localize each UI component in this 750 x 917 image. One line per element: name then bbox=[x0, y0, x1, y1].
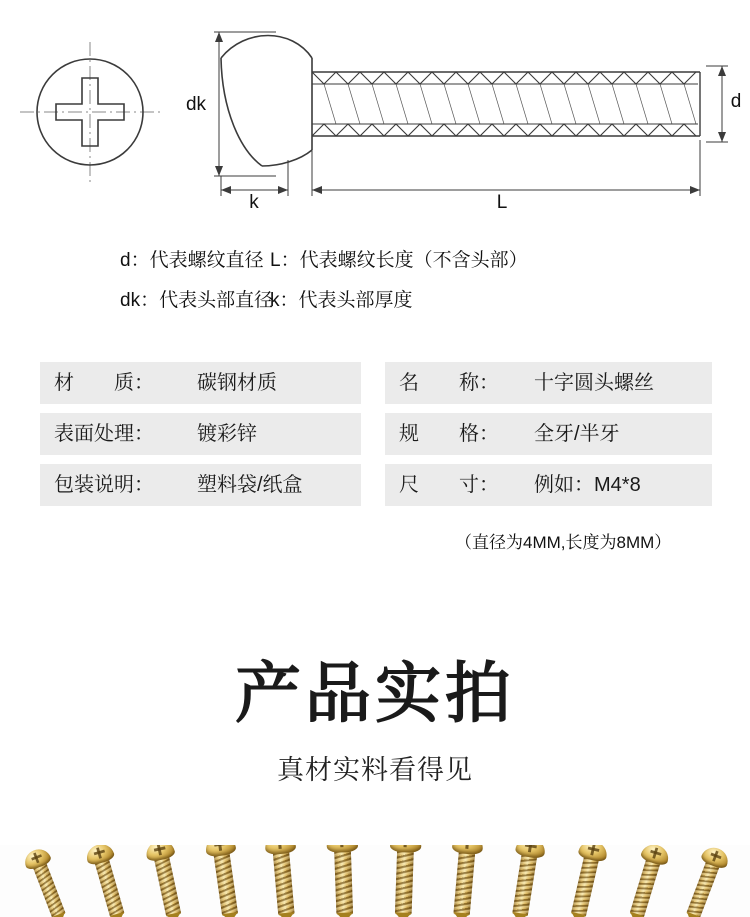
screw-threads bbox=[153, 853, 181, 917]
screw-side-view bbox=[221, 34, 700, 170]
screw-tip bbox=[222, 912, 239, 917]
screw-threads bbox=[571, 853, 600, 917]
label-L: L bbox=[496, 192, 508, 213]
screw-threads bbox=[512, 850, 538, 916]
screw-cross-recess bbox=[403, 845, 407, 847]
screw-tip bbox=[278, 912, 295, 917]
spec-value-material: 碳钢材质 bbox=[181, 362, 361, 404]
spec-pair-name bbox=[376, 362, 712, 404]
head-top-view bbox=[20, 42, 160, 182]
spec-table bbox=[40, 362, 712, 515]
screw-threads bbox=[213, 849, 238, 917]
spec-pair-material bbox=[40, 362, 376, 404]
spec-row bbox=[40, 413, 712, 455]
screw-threads bbox=[334, 846, 353, 915]
spec-value-name: 十字圆头螺丝 bbox=[518, 362, 712, 404]
screw-photo-item bbox=[144, 845, 189, 917]
screw-photo-item bbox=[678, 845, 731, 917]
spec-value-packaging: 塑料袋/纸盒 bbox=[181, 464, 361, 506]
size-note: （直径为4MM,长度为8MM） bbox=[455, 533, 672, 552]
legend-d-description: d：代表螺纹直径 bbox=[120, 249, 264, 271]
screw-diagram-svg bbox=[0, 0, 750, 215]
section-headline: 产品实拍 bbox=[235, 655, 515, 732]
label-dk: dk bbox=[185, 94, 207, 115]
legend-row bbox=[0, 238, 750, 278]
spec-key-size: 尺 寸： bbox=[385, 464, 518, 506]
spec-row bbox=[40, 464, 712, 506]
spec-row bbox=[40, 362, 712, 404]
screw-cross-recess bbox=[340, 845, 344, 847]
screw-photo-item bbox=[563, 845, 609, 917]
screw-photo-item bbox=[84, 845, 132, 917]
screw-threads bbox=[630, 856, 662, 917]
screw-threads bbox=[395, 846, 414, 915]
section-subheadline: 真材实料看得见 bbox=[277, 755, 473, 785]
screw-cross-recess bbox=[278, 845, 282, 849]
spec-key-name: 名 称： bbox=[385, 362, 518, 404]
screw-tip bbox=[336, 912, 353, 917]
spec-key-material: 材 质： bbox=[40, 362, 181, 404]
screw-photo-item bbox=[387, 845, 421, 917]
spec-key-packaging: 包装说明： bbox=[40, 464, 181, 506]
screw-photo-item bbox=[504, 845, 546, 917]
screw-photo-item bbox=[622, 845, 672, 917]
label-k: k bbox=[249, 192, 259, 213]
legend-dk-description: dk：代表头部直径 bbox=[120, 289, 274, 311]
product-photo-strip bbox=[0, 845, 750, 917]
screw-threads bbox=[272, 847, 294, 915]
spec-key-specification: 规 格： bbox=[385, 413, 518, 455]
legend-L-description: L：代表螺纹长度（不含头部） bbox=[270, 249, 528, 271]
screw-tip bbox=[453, 912, 470, 917]
spec-key-surface: 表面处理： bbox=[40, 413, 181, 455]
legend-row bbox=[0, 278, 750, 318]
technical-drawing bbox=[0, 0, 750, 215]
spec-value-size: 例如：M4*8 bbox=[518, 464, 712, 506]
screw-photo-item bbox=[22, 846, 74, 917]
screw-threads bbox=[453, 847, 475, 915]
screw-tip bbox=[395, 912, 412, 917]
spec-pair-size bbox=[376, 464, 712, 506]
screw-photo-item bbox=[204, 845, 246, 917]
screw-photo-item bbox=[326, 845, 360, 917]
screw-photo-item bbox=[264, 845, 302, 917]
spec-pair-specification bbox=[376, 413, 712, 455]
spec-pair-surface bbox=[40, 413, 376, 455]
spec-value-specification: 全牙/半牙 bbox=[518, 413, 712, 455]
legend bbox=[0, 238, 750, 328]
screw-threads bbox=[94, 855, 125, 917]
spec-value-surface: 镀彩锌 bbox=[181, 413, 361, 455]
label-d: d bbox=[730, 91, 742, 112]
screw-photo-item bbox=[446, 845, 484, 917]
legend-k-description: k：代表头部厚度 bbox=[270, 289, 413, 311]
spec-pair-packaging bbox=[40, 464, 376, 506]
